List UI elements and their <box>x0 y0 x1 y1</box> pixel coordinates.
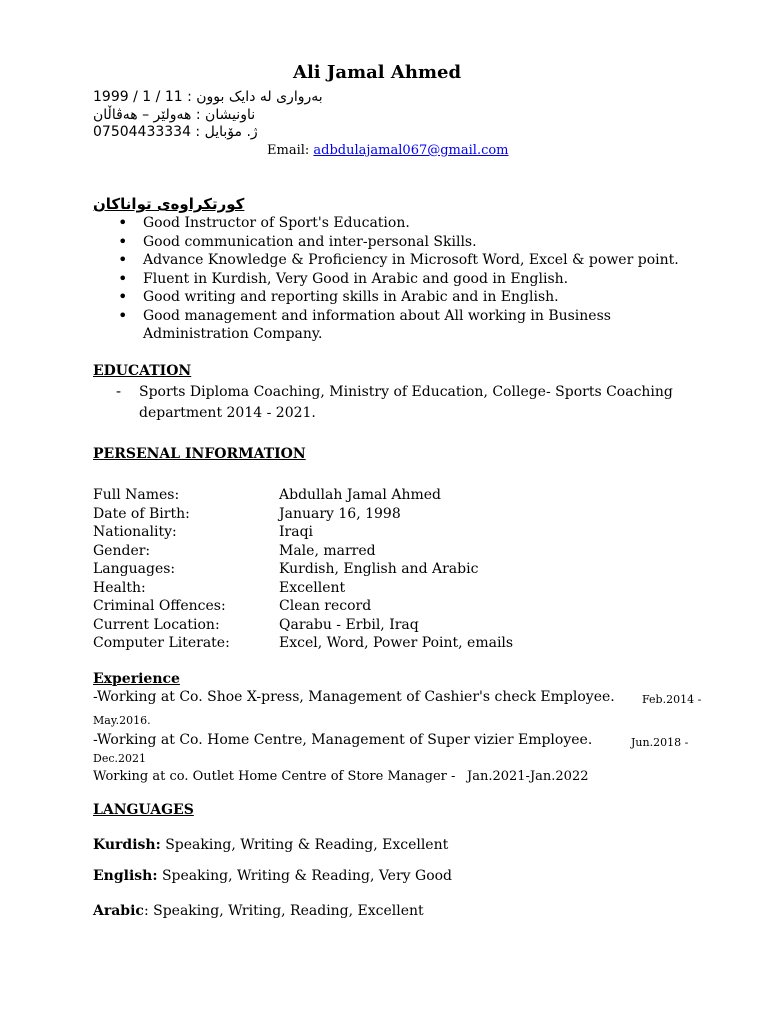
experience-item-3: Working at co. Outlet Home Centre of Store Manager - <box>93 769 456 784</box>
resume-name: Ali Jamal Ahmed <box>293 62 462 83</box>
row-label: Health: <box>93 579 146 596</box>
row-value: Male, marred <box>279 542 376 559</box>
row-value: Excel, Word, Power Point, emails <box>279 635 514 651</box>
table-row <box>93 616 513 635</box>
experience-date-3: Jan.2021-Jan.2022 <box>467 769 589 784</box>
language-detail: Speaking, Writing & Reading, Very Good <box>157 868 453 884</box>
language-name: English: <box>93 868 158 884</box>
list-item: • Good Instructor of Sport's Education. <box>118 214 679 233</box>
experience-item-1: -Working at Co. Shoe X-press, Management of Cashier's check Employee. <box>93 689 615 705</box>
row-value: January 16, 1998 <box>279 505 401 522</box>
table-row <box>93 560 513 579</box>
row-value: Qarabu - Erbil, Iraq <box>279 616 419 633</box>
skills-heading: کورتکراوەی تواناکان <box>93 195 245 213</box>
experience-date-end-1: May.2016. <box>93 714 151 727</box>
table-row <box>93 505 513 524</box>
education-dash: - <box>116 382 122 400</box>
skills-list <box>118 214 679 344</box>
row-value: Abdullah Jamal Ahmed <box>279 487 441 503</box>
personal-heading: PERSENAL INFORMATION <box>93 446 306 462</box>
table-row <box>93 597 513 616</box>
table-row <box>93 523 513 542</box>
experience-date-start-1: Feb.2014 - <box>642 693 702 706</box>
education-item: Sports Diploma Coaching, Ministry of Education, College- Sports Coaching department 2014 - 2021. <box>139 384 673 421</box>
table-row <box>93 542 513 561</box>
language-name: Arabic <box>93 903 144 919</box>
row-value: Kurdish, English and Arabic <box>279 561 479 577</box>
row-label: Nationality: <box>93 524 177 540</box>
row-label: Criminal Offences: <box>93 598 226 614</box>
table-row <box>93 579 513 598</box>
mobile-line: ژ. مۆبایل : 07504433334 <box>93 124 258 140</box>
email-link[interactable]: adbdulajamal067@gmail.com <box>313 143 509 158</box>
experience-date-end-2: Dec.2021 <box>93 752 146 765</box>
email-label: Email: <box>267 143 310 158</box>
email-row <box>267 143 509 158</box>
row-label: Gender: <box>93 542 151 559</box>
list-item: • Fluent in Kurdish, Very Good in Arabic and good in English. <box>118 270 679 289</box>
language-detail: : Speaking, Writing, Reading, Excellent <box>143 903 424 919</box>
row-label: Full Names: <box>93 487 180 503</box>
row-value: Clean record <box>279 598 372 614</box>
list-item: • Good management and information about All working in Business Administration Company. <box>118 307 663 344</box>
table-row <box>93 634 513 653</box>
experience-date-start-2: Jun.2018 - <box>631 736 689 749</box>
experience-item-2: -Working at Co. Home Centre, Management of Super vizier Employee. <box>93 732 593 748</box>
row-value: Excellent <box>279 579 346 596</box>
language-item <box>93 903 424 919</box>
row-label: Languages: <box>93 561 176 577</box>
row-value: Iraqi <box>279 524 314 540</box>
language-item <box>93 837 448 853</box>
row-label: Date of Birth: <box>93 505 190 522</box>
list-item: • Good communication and inter-personal Skills. <box>118 233 679 252</box>
address-line: ناونیشان : هەولێر – هەڤاڵان <box>93 107 256 123</box>
personal-table <box>93 486 513 653</box>
languages-heading: LANGUAGES <box>93 802 194 818</box>
table-row <box>93 486 513 505</box>
experience-heading: Experience <box>93 671 180 687</box>
row-label: Current Location: <box>93 616 220 633</box>
list-item: • Good writing and reporting skills in Arabic and in English. <box>118 288 679 307</box>
list-item: • Advance Knowledge & Proficiency in Microsoft Word, Excel & power point. <box>118 251 679 270</box>
language-detail: Speaking, Writing & Reading, Excellent <box>160 837 449 853</box>
language-item <box>93 868 452 884</box>
birth-date-line: بەرواری لە دایک بوون : 11 / 1 / 1999 <box>93 89 323 105</box>
row-label: Computer Literate: <box>93 635 230 651</box>
education-heading: EDUCATION <box>93 363 192 379</box>
language-name: Kurdish: <box>93 837 161 853</box>
